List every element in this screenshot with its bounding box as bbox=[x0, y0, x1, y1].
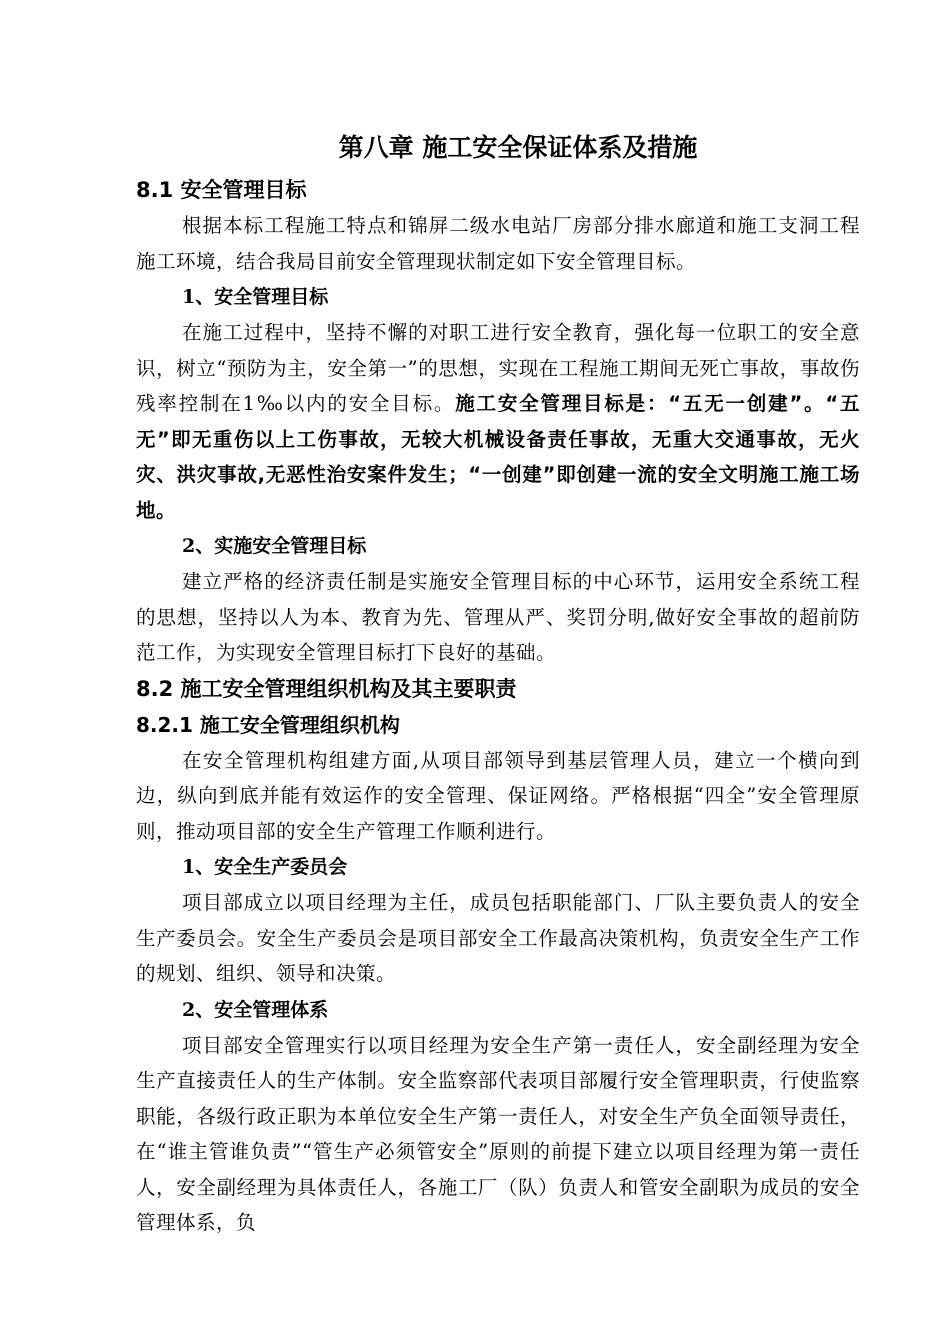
implement-paragraph: 建立严格的经济责任制是实施安全管理目标的中心环节，运用安全系统工程的思想，坚持以人为本、教育为先、管理从严、奖罚分明,做好安全事故的超前防范工作，为实现安全管理目标打下良好的基础。 bbox=[136, 570, 860, 664]
section-8-1-intro: 根据本标工程施工特点和锦屏二级水电站厂房部分排水廊道和施工支洞工程施工环境，结合我局目前安全管理现状制定如下安全管理目标。 bbox=[136, 214, 860, 273]
chapter-title: 第八章 施工安全保证体系及措施 bbox=[338, 133, 698, 162]
committee-paragraph: 项目部成立以项目经理为主任，成员包括职能部门、厂队主要负责人的安全生产委员会。安全生产委员会是项目部安全工作最高决策机构，负责安全生产工作的规划、组织、领导和决策。 bbox=[136, 891, 860, 985]
subsection-heading-implement: 2、实施安全管理目标 bbox=[182, 535, 367, 557]
section-heading-8-2-1: 8.2.1 施工安全管理组织机构 bbox=[136, 712, 400, 737]
section-8-2-1-intro: 在安全管理机构组建方面,从项目部领导到基层管理人员，建立一个横向到边，纵向到底并能有效运作的安全管理、保证网络。严格根据“四全”安全管理原则，推动项目部的安全生产管理工作顺利进行。 bbox=[136, 748, 860, 843]
goal-paragraph bbox=[136, 315, 860, 528]
subsection-heading-goal: 1、安全管理目标 bbox=[182, 286, 329, 308]
subsection-heading-system: 2、安全管理体系 bbox=[182, 998, 329, 1021]
goal-text: 在施工过程中，坚持不懈的对职工进行安全教育，强化每一位职工的安全意识，树立“预防为主，安全第一”的思想，实现在工程施工期间无死亡事故，事故伤残率控制在1‰以内的安全目标。 bbox=[136, 321, 860, 415]
section-heading-8-1: 8.1 安全管理目标 bbox=[136, 178, 307, 202]
goal-bold-text: 施工安全管理目标是：“五无一创建”。“五无”即无重伤以上工伤事故，无较大机械设备责任事故，无重大交通事故，无火灾、洪灾事故,无恶性治安案件发生；“一创建”即创建一流的安全文明施工施工场地。 bbox=[136, 392, 861, 522]
subsection-heading-committee: 1、安全生产委员会 bbox=[182, 856, 348, 878]
section-heading-8-2: 8.2 施工安全管理组织机构及其主要职责 bbox=[136, 676, 517, 701]
system-paragraph: 项目部安全管理实行以项目经理为安全生产第一责任人，安全副经理为安全生产直接责任人的生产体制。安全监察部代表项目部履行安全管理职责，行使监察职能，各级行政正职为本单位安全生产第一责任人，对安全生产负全面领导责任，在“谁主管谁负责”“管生产必须管安全”原则的前提下建立以项目经理为第一责任人，安全副经理为具体责任人，各施工厂（队）负责人和管安全副职为成员的安全管理体系，负 bbox=[136, 1033, 860, 1234]
document-body bbox=[136, 128, 860, 1241]
